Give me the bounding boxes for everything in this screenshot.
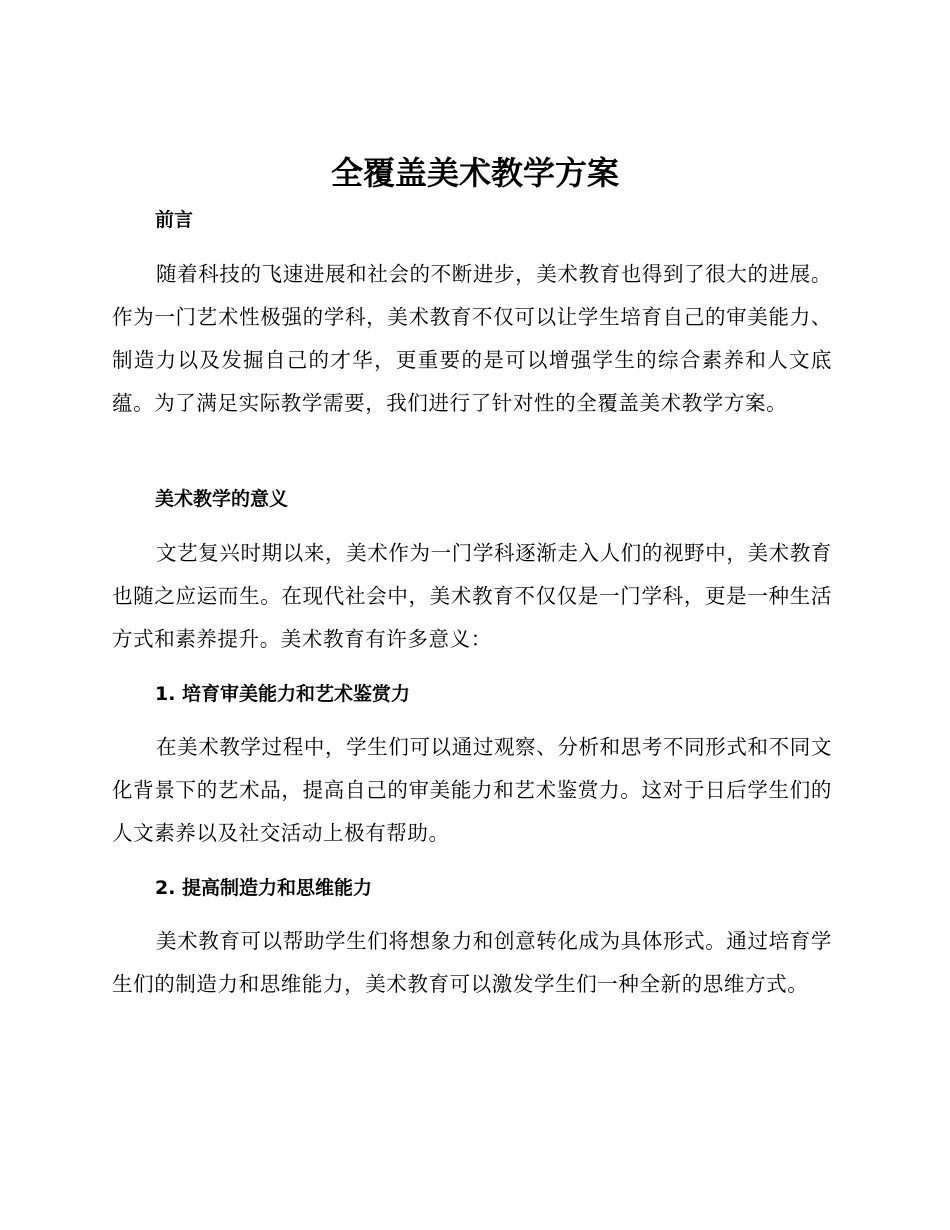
section-paragraph-preface: 随着科技的飞速进展和社会的不断进步，美术教育也得到了很大的进展。作为一门艺术性极强的学科，美术教育不仅可以让学生培育自己的审美能力、制造力以及发掘自己的才华，更重要的是可以增强学生的综合素养和人文底蕴。为了满足实际教学需要，我们进行了针对性的全覆盖美术教学方案。 [112,262,832,415]
section-heading-creativity: 2. 提高制造力和思维能力 [155,877,373,899]
section-heading-preface: 前言 [155,209,194,231]
document-title: 全覆盖美术教学方案 [330,154,619,192]
section-paragraph-significance: 文艺复兴时期以来，美术作为一门学科逐渐走入人们的视野中，美术教育也随之应运而生。在现代社会中，美术教育不仅仅是一门学科，更是一种生活方式和素养提升。美术教育有许多意义： [112,541,832,651]
section-heading-significance: 美术教学的意义 [155,488,289,510]
section-paragraph-creativity: 美术教育可以帮助学生们将想象力和创意转化成为具体形式。通过培育学生们的制造力和思维能力，美术教育可以激发学生们一种全新的思维方式。 [112,929,832,996]
section-heading-aesthetic: 1. 培育审美能力和艺术鉴赏力 [155,683,411,705]
section-paragraph-aesthetic: 在美术教学过程中，学生们可以通过观察、分析和思考不同形式和不同文化背景下的艺术品，提高自己的审美能力和艺术鉴赏力。这对于日后学生们的人文素养以及社交活动上极有帮助。 [112,735,832,845]
